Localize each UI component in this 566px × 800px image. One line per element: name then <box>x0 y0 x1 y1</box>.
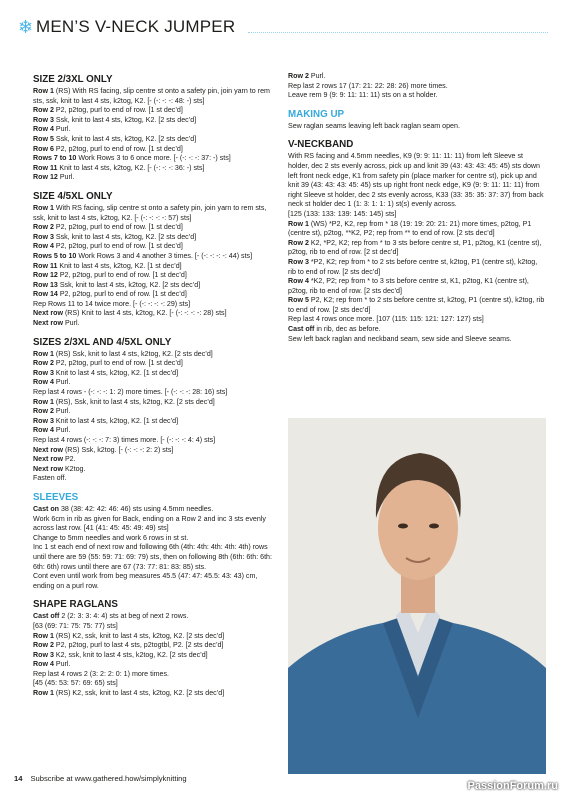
instruction-line: Row 13 Ssk, knit to last 4 sts, k2tog, K2. [2 sts dec’d] <box>33 280 201 289</box>
left-column <box>33 72 275 699</box>
section-title-size-4-5xl: SIZE 4/5XL ONLY <box>33 190 113 202</box>
instruction-line: Cast off 2 (2: 3: 3: 4: 4) sts at beg of next 2 rows. <box>33 612 189 621</box>
instruction-line: Row 14 P2, p2tog, purl to end of row. [1 st dec’d] <box>33 290 187 299</box>
instruction-line: Row 2 K2, *P2, K2; rep from * to 3 sts before centre st, P1, p2tog, K1 (centre st), p2tog, rib to end of row. [2 st dec’d] <box>288 238 542 257</box>
page-number: 14 <box>14 774 23 783</box>
instruction-line: With RS facing and 4.5mm needles, K9 (9: 9: 11: 11: 11) from left Sleeve st holder, dec 2 sts evenly across, pick up and knit 39 (43: 43: 43: 45: 45) sts down left front neck edge, K1 from safety pin (place marker for centre st), pick up and knit 39 (43: 43: 43: 45: 45) sts up right front neck edge, K9 (9: 9: 11: 11: 11) from right Sleeve st holder, dec 2 sts evenly across, K33 (33: 35: 35: 37: 37) from back neck st holder dec 1 (1: 3: 1: 1: 1) st(s) evenly across. <box>288 152 544 209</box>
instruction-line: Row 1 (RS) K2, ssk, knit to last 4 sts, k2tog, K2. [2 sts dec’d] <box>33 689 225 698</box>
instruction-line: Row 2 P2, p2tog, purl to end of row. [1 st dec’d] <box>33 223 183 232</box>
instruction-line: Rep last 4 rows (-: -: -: 7: 3) times more. [- (-: -: -: 4: 4) sts] <box>33 436 216 444</box>
man-in-jumper-illustration <box>288 418 546 774</box>
section-body-size-2-3xl <box>33 87 275 183</box>
instruction-line: [63 (69: 71: 75: 75: 77) sts] <box>33 621 118 630</box>
snowflake-icon: ❄ <box>18 17 34 37</box>
instruction-line: Row 4 Purl. <box>33 660 71 669</box>
instruction-line: Row 3 Ssk, knit to last 4 sts, k2tog, K2. [2 sts dec’d] <box>33 115 197 124</box>
section-title-size-2-3xl: SIZE 2/3XL ONLY <box>33 74 113 85</box>
instruction-line: Row 2 P2, p2tog, purl to end of row. [1 st dec’d] <box>33 106 183 115</box>
instruction-line: Row 11 Knit to last 4 sts, k2tog, K2. [- (-: -: -: 36: -) sts] <box>33 163 205 172</box>
instruction-line: Leave rem 9 (9: 9: 11: 11: 11) sts on a st holder. <box>288 91 438 100</box>
instruction-line: Row 1 (RS) Ssk, knit to last 4 sts, k2tog, K2. [2 sts dec’d] <box>33 349 213 358</box>
instruction-line: Change to 5mm needles and work 6 rows in st st. <box>33 533 189 542</box>
model-photo <box>288 418 546 774</box>
page-header <box>0 0 566 40</box>
subscribe-link[interactable]: Subscribe at www.gathered.how/simplyknitting <box>30 774 187 783</box>
section-body-raglan-continued <box>288 72 546 101</box>
section-title-sizes-2-3xl-4-5xl: SIZES 2/3XL AND 4/5XL ONLY <box>33 336 172 348</box>
instruction-line: Row 1 (RS) K2, ssk, knit to last 4 sts, k2tog, K2. [2 sts dec’d] <box>33 631 225 640</box>
instruction-line: Row 6 P2, p2tog, purl to end of row. [1 st dec’d] <box>33 144 183 153</box>
instruction-line: [125 (133: 133: 139: 145: 145) sts] <box>288 209 397 218</box>
instruction-line: Row 2 P2, p2tog, purl to last 4 sts, p2togtbl, P2. [2 sts dec’d] <box>33 641 224 650</box>
instruction-line: Row 3 *P2, K2; rep from * to 2 sts before centre st, k2tog, P1 (centre st), k2tog, rib to end of row. [2 sts dec’d] <box>288 257 538 276</box>
section-title-v-neckband: V-NECKBAND <box>288 139 354 151</box>
section-title-shape-raglans: SHAPE RAGLANS <box>33 599 118 611</box>
instruction-line: Rep Rows 11 to 14 twice more. [- (-: -: -: -: 29) sts] <box>33 299 191 308</box>
watermark: PassionForum.ru <box>467 780 558 792</box>
instruction-line: Rows 7 to 10 Work Rows 3 to 6 once more. [- (-: -: -: 37: -) sts] <box>33 154 231 163</box>
instruction-line: Next row Purl. <box>33 319 80 328</box>
instruction-line: Row 2 P2, p2tog, purl to end of row. [1 st dec’d] <box>33 359 183 368</box>
instruction-line: Row 5 P2, K2; rep from * to 2 sts before centre st, k2tog, P1 (centre st), k2tog, rib to end of row. [2 sts dec’d] <box>288 296 545 314</box>
instruction-line: Row 4 Purl. <box>33 426 71 435</box>
instruction-line: Rep last 4 rows 2 (3: 2: 2: 0: 1) more times. <box>33 669 170 678</box>
page-title: MEN’S V-NECK JUMPER <box>36 17 236 36</box>
instruction-line: Next row K2tog. <box>33 464 86 473</box>
instruction-line: Row 12 Purl. <box>33 173 75 182</box>
instruction-line: Rep last 2 rows 17 (17: 21: 22: 28: 26) more times. <box>288 81 448 90</box>
section-body-shape-raglans <box>33 612 275 698</box>
instruction-line: Row 3 Knit to last 4 sts, k2tog, K2. [1 st dec’d] <box>33 368 179 377</box>
instruction-line: Row 2 Purl. <box>288 72 326 80</box>
instruction-line: Row 4 P2, p2tog, purl to end of row. [1 st dec’d] <box>33 242 183 251</box>
right-column <box>288 72 546 344</box>
section-body-size-4-5xl <box>33 204 275 329</box>
instruction-line: Row 4 Purl. <box>33 125 71 134</box>
instruction-line: Row 3 Knit to last 4 sts, k2tog, K2. [1 st dec’d] <box>33 416 179 425</box>
instruction-line: Rep last 4 rows - (-: -: -: 1: 2) more times. [- (-: -: -: 28: 16) sts] <box>33 388 228 397</box>
section-title-sleeves: SLEEVES <box>33 491 79 503</box>
instruction-line: Cont even until work from beg measures 45.5 (47: 47: 45.5: 43: 43) cm, ending on a purl row. <box>33 572 258 590</box>
instruction-line: Row 1 (RS), Ssk, knit to last 4 sts, k2tog, K2. [2 sts dec’d] <box>33 397 215 406</box>
section-body-sizes-2-3xl-4-5xl <box>33 350 275 484</box>
section-body-making-up <box>288 122 546 132</box>
instruction-line: Row 5 Ssk, knit to last 4 sts, k2tog, K2. [2 sts dec’d] <box>33 134 197 143</box>
instruction-line: Sew raglan seams leaving left back raglan seam open. <box>288 121 460 130</box>
instruction-line: Row 11 Knit to last 4 sts, k2tog, K2. [1 st dec’d] <box>33 261 182 270</box>
instruction-line: Work 6cm in rib as given for Back, ending on a Row 2 and inc 3 sts evenly across last row. [41 (41: 45: 45: 49: 49) sts] <box>33 514 266 533</box>
header-rule <box>248 32 548 33</box>
instruction-line: Row 4 Purl. <box>33 378 71 387</box>
instruction-line: Next row P2. <box>33 455 76 464</box>
instruction-line: Next row (RS) Ssk, k2tog. [- (-: -: -: 2: 2) sts] <box>33 445 174 454</box>
instruction-line: Row 2 Purl. <box>33 407 71 416</box>
instruction-line: Sew left back raglan and neckband seam, sew side and Sleeve seams. <box>288 334 512 343</box>
section-title-making-up: MAKING UP <box>288 108 345 120</box>
instruction-line: Row 4 *K2, P2; rep from * to 3 sts before centre st, K1, p2tog, K1 (centre st), p2tog, rib to end of row. [2 sts dec’d] <box>288 277 529 295</box>
section-body-v-neckband <box>288 152 546 344</box>
instruction-line: Rows 5 to 10 Work Rows 3 and 4 another 3 times. [- (-: -: -: -: 44) sts] <box>33 251 253 260</box>
page-footer <box>14 774 187 783</box>
instruction-line: Inc 1 st each end of next row and following 6th (4th: 4th: 4th: 4th: 4th) rows until there are 59 (55: 59: 71: 69: 79) sts, then on following 8th (6th: 6th: 6th: 6th: 6th) rows until there are 67 (73: 77: 81: 83: 85) sts. <box>33 543 272 571</box>
instruction-line: Rep last 4 rows once more. [107 (115: 115: 121: 127: 127) sts] <box>288 315 484 324</box>
instruction-line: Cast on 38 (38: 42: 42: 46: 46) sts using 4.5mm needles. <box>33 504 214 513</box>
instruction-line: Cast off in rib, dec as before. <box>288 325 381 334</box>
instruction-line: Row 3 K2, ssk, knit to last 4 sts, k2tog, K2. [2 sts dec’d] <box>33 650 208 659</box>
section-body-sleeves <box>33 505 275 591</box>
instruction-line: Row 1 (WS) *P2, K2, rep from * 18 (19: 19: 20: 21: 21) more times, p2tog, P1 (centre st), p2tog, **K2, P2; rep from ** to end of row. [2 sts dec’d] <box>288 219 532 238</box>
instruction-line: [45 (45: 53: 57: 69: 65) sts] <box>33 679 118 688</box>
instruction-line: Row 1 With RS facing, slip centre st onto a safety pin, join yarn to rem sts, ssk, knit to last 4 sts, k2tog, K2. [- (-: -: -: -: 57) sts] <box>33 203 267 222</box>
instruction-line: Fasten off. <box>33 474 67 483</box>
instruction-line: Row 3 Ssk, knit to last 4 sts, k2tog, K2. [2 sts dec’d] <box>33 232 197 241</box>
instruction-line: Next row (RS) Knit to last 4 sts, k2tog, K2. [- (-: -: -: -: 28) sts] <box>33 309 227 318</box>
instruction-line: Row 1 (RS) With RS facing, slip centre st onto a safety pin, join yarn to rem sts, ssk, knit to last 4 sts, k2tog, K2. [- (-: -: -: 48: -) sts] <box>33 87 270 105</box>
instruction-line: Row 12 P2, p2tog, purl to end of row. [1 st dec’d] <box>33 271 187 280</box>
